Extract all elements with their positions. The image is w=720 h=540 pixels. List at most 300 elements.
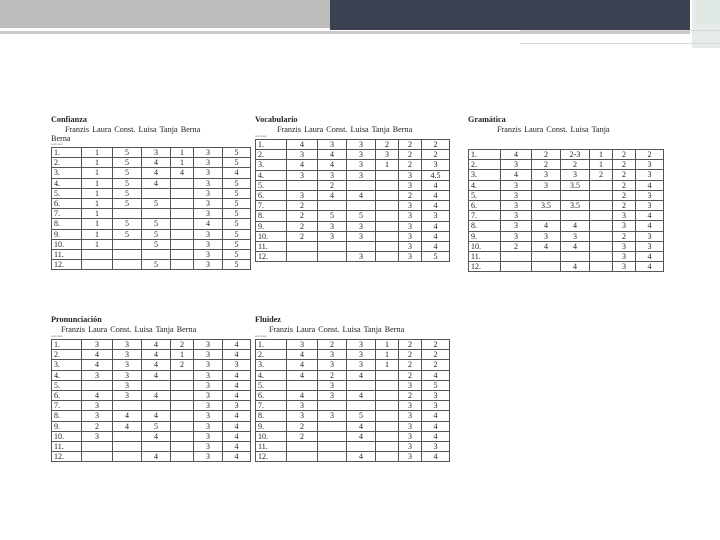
table-row <box>256 211 450 221</box>
score-cell: 5 <box>142 421 171 431</box>
score-cell: 4 <box>223 370 251 380</box>
table-row <box>256 411 450 421</box>
score-cell: 3 <box>613 221 636 231</box>
score-cell: 4 <box>532 241 561 251</box>
vocabulario-sessions-label: sesiones <box>255 134 267 138</box>
score-cell: 4 <box>142 158 171 168</box>
score-cell: 1 <box>82 198 113 208</box>
session-number-cell: 2. <box>256 350 287 360</box>
score-cell: 2 <box>399 390 422 400</box>
score-cell: 4 <box>422 201 450 211</box>
score-cell: 2 <box>82 421 113 431</box>
session-number-cell: 7. <box>469 211 501 221</box>
table-row <box>52 178 251 188</box>
score-cell: 4 <box>532 221 561 231</box>
score-cell: 5 <box>347 211 376 221</box>
score-cell: 3 <box>194 198 223 208</box>
score-cell: 3 <box>399 201 422 211</box>
score-cell <box>287 441 318 451</box>
gramatica-scores-table <box>468 149 664 272</box>
score-cell: 3 <box>532 231 561 241</box>
score-cell: 5 <box>113 198 142 208</box>
score-cell: 3 <box>636 231 664 241</box>
score-cell: 3 <box>318 380 347 390</box>
score-cell: 3 <box>399 180 422 190</box>
score-cell: 3 <box>318 170 347 180</box>
score-cell: 3 <box>194 411 223 421</box>
score-cell: 3 <box>501 190 532 200</box>
score-cell: 4 <box>287 140 318 150</box>
score-cell: 3 <box>194 401 223 411</box>
session-number-cell: 9. <box>52 421 82 431</box>
score-cell: 3 <box>287 190 318 200</box>
score-cell: 4 <box>422 421 450 431</box>
score-cell <box>561 211 590 221</box>
score-cell: 3 <box>399 252 422 262</box>
session-number-cell: 10. <box>469 241 501 251</box>
session-number-cell: 11. <box>52 441 82 451</box>
score-cell <box>590 231 613 241</box>
session-number-cell: 5. <box>52 188 82 198</box>
score-cell: 4 <box>561 221 590 231</box>
session-number-cell: 12. <box>469 262 501 272</box>
table-row <box>52 421 251 431</box>
table-row <box>52 158 251 168</box>
session-number-cell: 9. <box>52 229 82 239</box>
score-cell: 3 <box>399 211 422 221</box>
pronunciacion-section <box>51 316 251 462</box>
score-cell: 2 <box>318 370 347 380</box>
score-cell: 3 <box>194 441 223 451</box>
score-cell: 3 <box>347 160 376 170</box>
score-cell <box>113 452 142 462</box>
score-cell: 4 <box>82 360 113 370</box>
gramatica-student-names: Franzis Laura Const. Luisa Tanja <box>497 125 610 134</box>
score-cell <box>171 249 194 259</box>
score-cell: 4 <box>223 380 251 390</box>
score-cell <box>142 441 171 451</box>
score-cell <box>561 251 590 261</box>
score-cell: 3.5 <box>532 200 561 210</box>
score-cell: 3 <box>347 170 376 180</box>
session-number-cell: 4. <box>256 370 287 380</box>
score-cell: 4 <box>142 370 171 380</box>
score-cell: 3 <box>194 178 223 188</box>
score-cell: 1 <box>82 219 113 229</box>
score-cell: 4 <box>287 370 318 380</box>
score-cell: 3 <box>194 380 223 390</box>
pronunciacion-scores-table <box>51 339 251 462</box>
score-cell: 4 <box>287 160 318 170</box>
session-number-cell: 3. <box>256 360 287 370</box>
score-cell: 4 <box>318 160 347 170</box>
score-cell <box>532 211 561 221</box>
score-cell: 3 <box>194 148 223 158</box>
score-cell: 3 <box>501 211 532 221</box>
session-number-cell: 7. <box>52 401 82 411</box>
score-cell <box>287 180 318 190</box>
score-cell: 3 <box>194 390 223 400</box>
session-number-cell: 1. <box>256 140 287 150</box>
score-cell <box>171 390 194 400</box>
score-cell: 4 <box>142 178 171 188</box>
score-cell: 5 <box>223 239 251 249</box>
score-cell: 2 <box>171 340 194 350</box>
score-cell <box>318 441 347 451</box>
score-cell: 3 <box>422 160 450 170</box>
score-cell: 4 <box>636 221 664 231</box>
score-cell: 4 <box>82 390 113 400</box>
score-cell <box>590 211 613 221</box>
score-cell <box>532 262 561 272</box>
score-cell: 3 <box>501 200 532 210</box>
table-row <box>469 190 664 200</box>
score-cell: 3 <box>376 150 399 160</box>
score-cell: 4 <box>636 211 664 221</box>
table-row <box>52 198 251 208</box>
score-cell <box>376 252 399 262</box>
score-cell <box>376 452 399 462</box>
score-cell: 3 <box>318 140 347 150</box>
session-number-cell: 10. <box>256 231 287 241</box>
score-cell: 5 <box>223 148 251 158</box>
score-cell: 1 <box>82 209 113 219</box>
score-cell: 3 <box>194 360 223 370</box>
score-cell: 5 <box>113 158 142 168</box>
score-cell: 3 <box>422 441 450 451</box>
score-cell: 4 <box>223 350 251 360</box>
session-number-cell: 6. <box>469 200 501 210</box>
session-number-cell: 12. <box>52 260 82 270</box>
score-cell <box>171 421 194 431</box>
score-cell: 3 <box>318 411 347 421</box>
score-cell <box>347 180 376 190</box>
score-cell: 2 <box>613 150 636 160</box>
score-cell: 3 <box>636 160 664 170</box>
score-cell: 3 <box>347 350 376 360</box>
table-row <box>52 370 251 380</box>
session-number-cell: 8. <box>52 411 82 421</box>
table-row <box>469 231 664 241</box>
score-cell: 4 <box>287 360 318 370</box>
score-cell: 4 <box>318 190 347 200</box>
score-cell: 1 <box>82 188 113 198</box>
score-cell: 3 <box>318 390 347 400</box>
session-number-cell: 3. <box>469 170 501 180</box>
score-cell: 5 <box>142 239 171 249</box>
score-cell <box>590 241 613 251</box>
score-cell: 3 <box>501 231 532 241</box>
score-cell <box>171 441 194 451</box>
table-row <box>256 380 450 390</box>
confianza-names-overflow: Berna <box>51 134 71 143</box>
score-cell: 3 <box>561 170 590 180</box>
score-cell <box>347 401 376 411</box>
score-cell: 2 <box>287 211 318 221</box>
table-row <box>256 221 450 231</box>
table-row <box>256 241 450 251</box>
score-cell: 3 <box>613 241 636 251</box>
score-cell: 3 <box>636 241 664 251</box>
score-cell: 3 <box>422 401 450 411</box>
score-cell <box>590 221 613 231</box>
score-cell: 1 <box>590 160 613 170</box>
score-cell: 4 <box>422 221 450 231</box>
score-cell: 3 <box>113 350 142 360</box>
score-cell: 4 <box>561 262 590 272</box>
score-cell: 3 <box>399 452 422 462</box>
score-cell: 3 <box>347 340 376 350</box>
score-cell <box>376 190 399 200</box>
score-cell: 1 <box>376 360 399 370</box>
score-cell <box>287 380 318 390</box>
score-cell: 4 <box>318 150 347 160</box>
score-cell: 4 <box>347 452 376 462</box>
score-cell: 4 <box>422 411 450 421</box>
score-cell: 4 <box>422 431 450 441</box>
score-cell: 3.5 <box>561 200 590 210</box>
table-row <box>52 452 251 462</box>
score-cell: 4 <box>142 411 171 421</box>
session-number-cell: 4. <box>469 180 501 190</box>
score-cell: 1 <box>171 148 194 158</box>
score-cell: 2 <box>422 140 450 150</box>
score-cell <box>82 452 113 462</box>
score-cell: 3 <box>223 401 251 411</box>
score-cell: 2 <box>318 340 347 350</box>
score-cell: 3 <box>194 421 223 431</box>
session-number-cell: 1. <box>469 150 501 160</box>
score-cell: 3 <box>399 221 422 231</box>
score-cell: 4 <box>636 251 664 261</box>
score-cell: 4 <box>561 241 590 251</box>
table-row <box>256 360 450 370</box>
session-number-cell: 12. <box>256 252 287 262</box>
score-cell: 5 <box>113 188 142 198</box>
score-cell: 3 <box>194 370 223 380</box>
score-cell: 3 <box>347 252 376 262</box>
score-cell: 3 <box>194 260 223 270</box>
score-cell: 4 <box>223 452 251 462</box>
score-cell <box>142 249 171 259</box>
session-number-cell: 3. <box>52 168 82 178</box>
session-number-cell: 2. <box>52 158 82 168</box>
score-cell: 4 <box>142 350 171 360</box>
score-cell: 3 <box>399 441 422 451</box>
score-cell: 2 <box>287 221 318 231</box>
table-row <box>256 370 450 380</box>
score-cell: 3 <box>287 411 318 421</box>
fluidez-scores-table <box>255 339 450 462</box>
table-row <box>256 421 450 431</box>
score-cell: 3 <box>422 390 450 400</box>
score-cell <box>287 252 318 262</box>
score-cell <box>318 201 347 211</box>
score-cell: 4 <box>287 390 318 400</box>
fluidez-sessions-label: sesiones <box>255 334 267 338</box>
table-row <box>52 390 251 400</box>
score-cell: 3 <box>82 340 113 350</box>
score-cell <box>142 401 171 411</box>
score-cell <box>376 211 399 221</box>
score-cell: 3 <box>561 231 590 241</box>
session-number-cell: 6. <box>256 190 287 200</box>
score-cell: 3 <box>82 411 113 421</box>
score-cell <box>171 411 194 421</box>
score-cell: 1 <box>82 168 113 178</box>
score-cell: 3 <box>501 221 532 231</box>
session-number-cell: 9. <box>469 231 501 241</box>
score-cell <box>318 431 347 441</box>
vocabulario-scores-table <box>255 139 450 262</box>
session-number-cell: 4. <box>52 370 82 380</box>
table-row <box>256 252 450 262</box>
score-cell: 2 <box>399 160 422 170</box>
score-cell <box>171 219 194 229</box>
fluidez-section <box>255 316 450 462</box>
session-number-cell: 5. <box>256 180 287 190</box>
score-cell <box>376 231 399 241</box>
score-cell: 5 <box>318 211 347 221</box>
score-cell: 5 <box>223 178 251 188</box>
score-cell: 5 <box>223 260 251 270</box>
table-row <box>256 170 450 180</box>
score-cell: 5 <box>223 158 251 168</box>
score-cell: 1 <box>82 229 113 239</box>
session-number-cell: 7. <box>52 209 82 219</box>
score-cell: 3 <box>399 170 422 180</box>
score-cell <box>347 201 376 211</box>
fluidez-student-names: Franzis Laura Const. Luisa Tanja Berna <box>269 325 405 334</box>
session-number-cell: 8. <box>256 411 287 421</box>
vocabulario-section <box>255 116 450 262</box>
table-row <box>256 431 450 441</box>
session-number-cell: 6. <box>52 198 82 208</box>
score-cell: 3 <box>636 170 664 180</box>
score-cell: 1 <box>376 160 399 170</box>
score-cell: 3 <box>287 150 318 160</box>
score-cell: 2 <box>422 350 450 360</box>
score-cell: 3 <box>347 150 376 160</box>
score-cell: 4 <box>287 350 318 360</box>
table-row <box>52 360 251 370</box>
vocabulario-student-names: Franzis Laura Const. Luisa Tanja Berna <box>277 125 413 134</box>
score-cell: 5 <box>142 229 171 239</box>
score-cell: 3 <box>399 231 422 241</box>
session-number-cell: 10. <box>256 431 287 441</box>
score-cell: 3 <box>399 421 422 431</box>
score-cell: 4 <box>223 340 251 350</box>
score-cell: 3 <box>347 221 376 231</box>
score-cell: 4 <box>82 350 113 360</box>
score-cell: 4 <box>113 421 142 431</box>
session-number-cell: 12. <box>52 452 82 462</box>
score-cell <box>318 241 347 251</box>
score-cell: 5 <box>223 198 251 208</box>
score-cell: 3 <box>422 211 450 221</box>
score-cell: 2 <box>399 150 422 160</box>
score-cell: 5 <box>142 219 171 229</box>
score-cell: 4 <box>501 150 532 160</box>
score-cell: 4 <box>347 190 376 200</box>
score-cell <box>82 260 113 270</box>
score-cell <box>347 380 376 390</box>
score-cell: 4 <box>223 390 251 400</box>
score-cell: 4 <box>501 170 532 180</box>
confianza-scores-table <box>51 147 251 270</box>
score-cell: 3 <box>613 211 636 221</box>
score-cell: 3 <box>532 180 561 190</box>
score-cell: 3 <box>287 401 318 411</box>
score-cell: 3 <box>113 380 142 390</box>
score-cell: 2 <box>532 160 561 170</box>
session-number-cell: 1. <box>52 148 82 158</box>
score-cell: 4 <box>142 340 171 350</box>
score-cell: 4 <box>171 168 194 178</box>
score-cell: 2 <box>399 190 422 200</box>
table-row <box>256 190 450 200</box>
score-cell <box>113 249 142 259</box>
score-cell: 4 <box>223 421 251 431</box>
score-cell <box>82 441 113 451</box>
confianza-section <box>51 116 251 270</box>
score-cell: 2-3 <box>561 150 590 160</box>
score-cell <box>113 260 142 270</box>
score-cell: 2 <box>318 180 347 190</box>
score-cell: 3 <box>636 200 664 210</box>
score-cell: 5 <box>223 219 251 229</box>
table-row <box>469 211 664 221</box>
score-cell <box>113 441 142 451</box>
table-row <box>256 401 450 411</box>
score-cell: 3 <box>223 360 251 370</box>
score-cell: 1 <box>376 350 399 360</box>
score-cell <box>171 452 194 462</box>
score-cell: 5 <box>223 209 251 219</box>
score-cell: 4 <box>142 390 171 400</box>
score-cell <box>171 380 194 390</box>
score-cell: 3 <box>194 239 223 249</box>
score-cell: 5 <box>223 229 251 239</box>
score-cell: 2 <box>613 160 636 170</box>
session-number-cell: 7. <box>256 201 287 211</box>
score-cell: 1 <box>376 340 399 350</box>
score-cell: 3 <box>318 360 347 370</box>
table-row <box>256 390 450 400</box>
score-cell: 4 <box>113 411 142 421</box>
score-cell: 3 <box>399 401 422 411</box>
score-cell <box>590 180 613 190</box>
score-cell: 5 <box>113 229 142 239</box>
score-cell: 3 <box>142 148 171 158</box>
score-cell: 4 <box>142 431 171 441</box>
score-cell <box>376 411 399 421</box>
gramatica-section <box>468 116 664 272</box>
score-cell <box>171 188 194 198</box>
confianza-title: Confianza <box>51 115 87 124</box>
score-cell: 2 <box>561 160 590 170</box>
score-cell: 3 <box>194 209 223 219</box>
score-cell: 1 <box>82 158 113 168</box>
score-cell: 2 <box>171 360 194 370</box>
session-number-cell: 4. <box>52 178 82 188</box>
score-cell: 3 <box>194 168 223 178</box>
session-number-cell: 5. <box>52 380 82 390</box>
score-cell: 3 <box>194 249 223 259</box>
score-cell: 5 <box>422 380 450 390</box>
confianza-sessions-label: sesiones <box>51 142 63 146</box>
table-row <box>52 249 251 259</box>
